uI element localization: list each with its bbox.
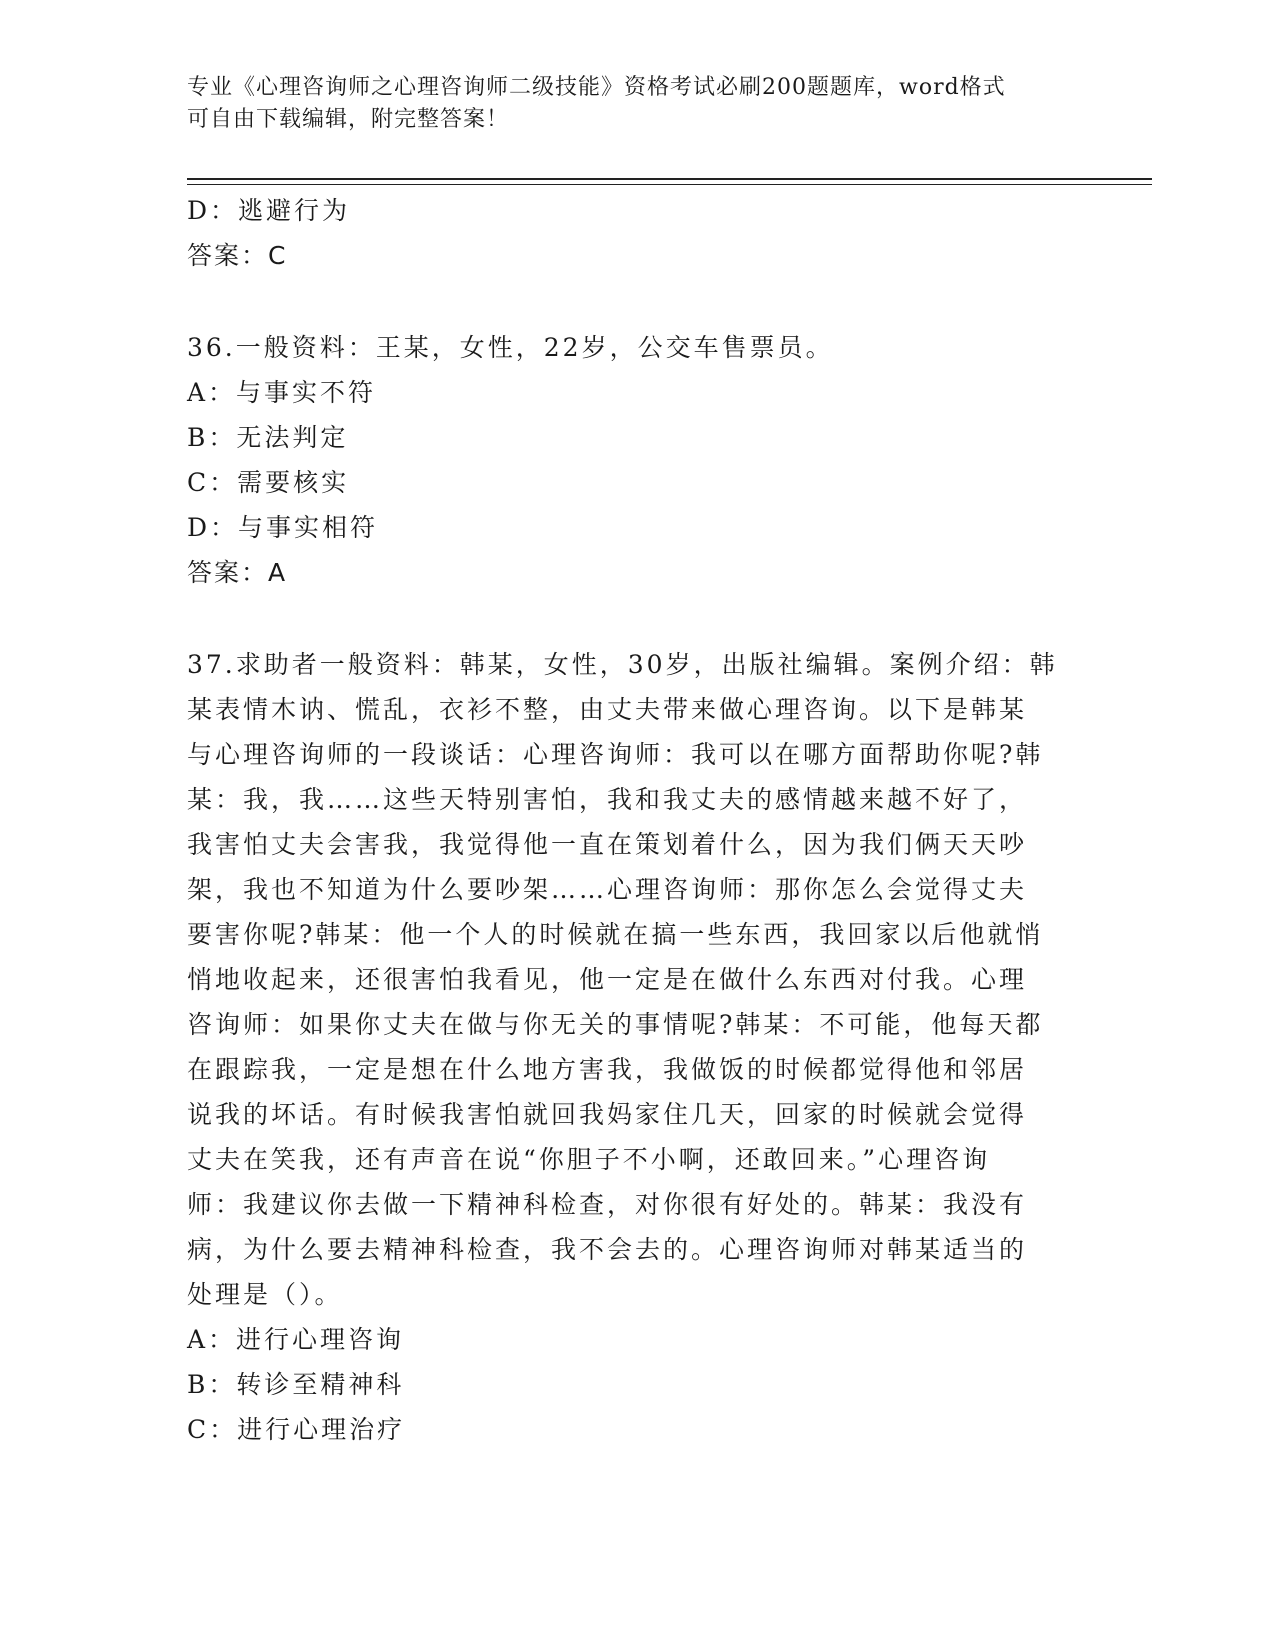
question-36-option-b: B：无法判定 xyxy=(187,423,349,452)
question-37-stem-line: 说我的坏话。有时候我害怕就回我妈家住几天，回家的时候就会觉得 xyxy=(187,1100,1028,1129)
question-37-option-a: A：进行心理咨询 xyxy=(187,1325,405,1354)
question-36-option-c: C：需要核实 xyxy=(187,468,350,497)
spacer xyxy=(187,595,1087,642)
document-header xyxy=(187,72,1067,136)
question-37-stem-line: 在跟踪我，一定是想在什么地方害我，我做饭的时候都觉得他和邻居 xyxy=(187,1055,1028,1084)
question-37-stem-line: 丈夫在笑我，还有声音在说“你胆子不小啊，还敢回来。”心理咨询 xyxy=(187,1145,991,1174)
question-37-option-c: C：进行心理治疗 xyxy=(187,1415,406,1444)
question-37-stem-line: 37.求助者一般资料：韩某，女性，30岁，出版社编辑。案例介绍：韩 xyxy=(187,650,1058,679)
question-37-stem xyxy=(187,642,1087,1317)
question-37-stem-line: 与心理咨询师的一段谈话：心理咨询师：我可以在哪方面帮助你呢?韩 xyxy=(187,740,1044,769)
question-37-stem-line: 某：我，我……这些天特别害怕，我和我丈夫的感情越来越不好了， xyxy=(187,785,1028,814)
question-37-stem-line: 咨询师：如果你丈夫在做与你无关的事情呢?韩某：不可能，他每天都 xyxy=(187,1010,1044,1039)
question-37-stem-line: 病，为什么要去精神科检查，我不会去的。心理咨询师对韩某适当的 xyxy=(187,1235,1028,1264)
document-body xyxy=(187,188,1087,1452)
question-37-stem-line: 要害你呢?韩某：他一个人的时候就在搞一些东西，我回家以后他就悄 xyxy=(187,920,1044,949)
header-line-2: 可自由下载编辑，附完整答案！ xyxy=(187,107,510,132)
question-37-stem-line: 架，我也不知道为什么要吵架……心理咨询师：那你怎么会觉得丈夫 xyxy=(187,875,1028,904)
prev-option-d: D：逃避行为 xyxy=(187,196,351,225)
header-divider-thick xyxy=(187,178,1152,180)
question-37-stem-line: 我害怕丈夫会害我，我觉得他一直在策划着什么，因为我们俩天天吵 xyxy=(187,830,1028,859)
question-37-stem-line: 悄地收起来，还很害怕我看见，他一定是在做什么东西对付我。心理 xyxy=(187,965,1028,994)
question-36-stem: 36.一般资料：王某，女性，22岁，公交车售票员。 xyxy=(187,333,834,362)
header-line-1: 专业《心理咨询师之心理咨询师二级技能》资格考试必刷200题题库，word格式 xyxy=(187,75,1006,100)
question-36-answer: 答案：A xyxy=(187,558,288,587)
question-36-option-d: D：与事实相符 xyxy=(187,513,379,542)
question-37-stem-line: 处理是（）。 xyxy=(187,1280,343,1309)
question-37-stem-line: 某表情木讷、慌乱，衣衫不整，由丈夫带来做心理咨询。以下是韩某 xyxy=(187,695,1028,724)
spacer xyxy=(187,278,1087,325)
question-36-option-a: A：与事实不符 xyxy=(187,378,377,407)
question-37-stem-line: 师：我建议你去做一下精神科检查，对你很有好处的。韩某：我没有 xyxy=(187,1190,1028,1219)
prev-answer: 答案：C xyxy=(187,241,288,270)
header-divider-thin xyxy=(187,184,1152,185)
question-37-option-b: B：转诊至精神科 xyxy=(187,1370,405,1399)
